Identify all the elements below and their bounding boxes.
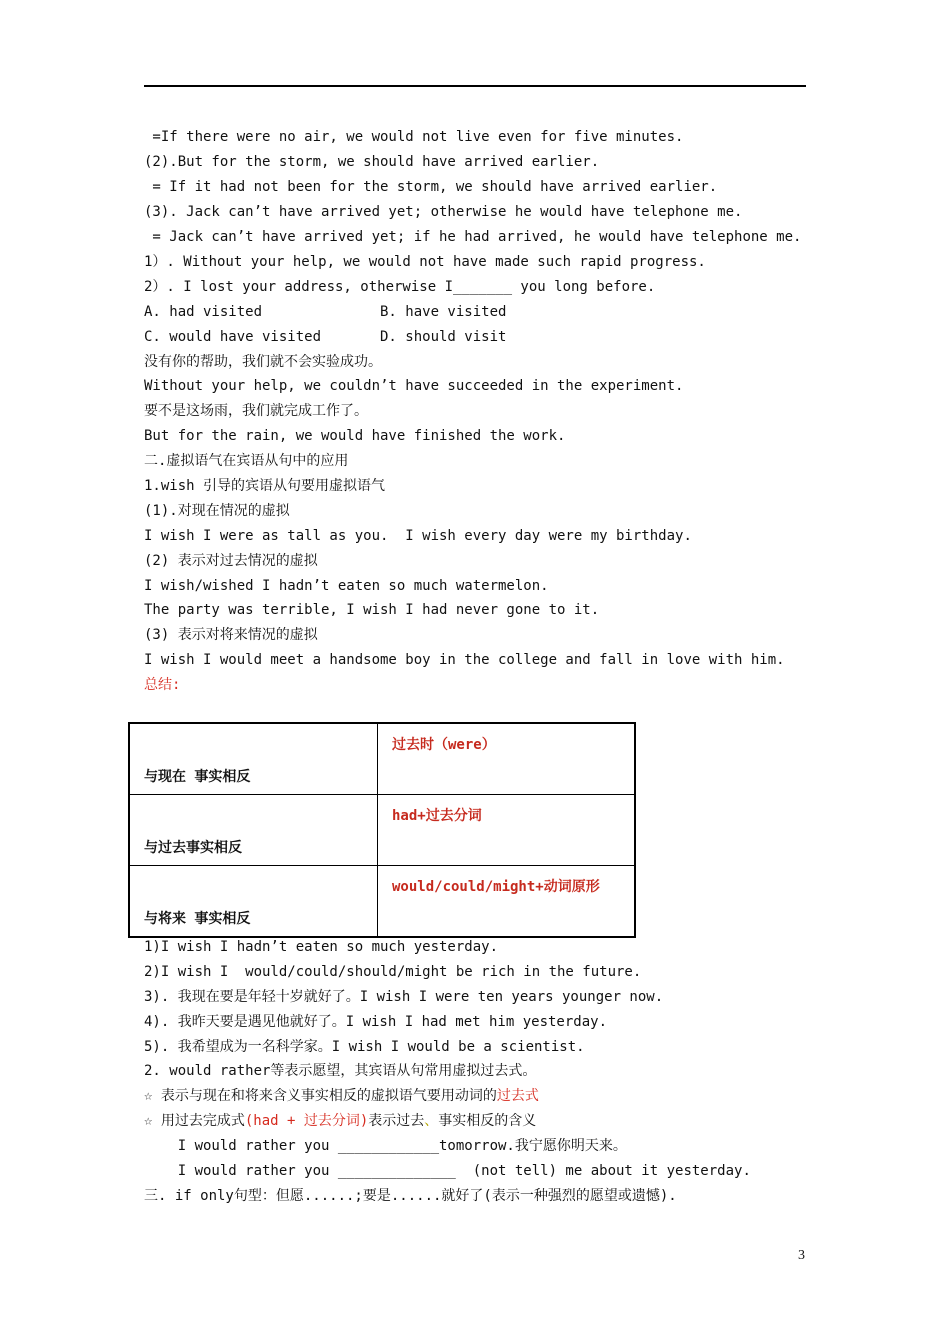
star-note-text: ☆ 用过去完成式 (144, 1113, 245, 1129)
summary-label: 总结: (144, 677, 181, 693)
text-line: I would rather you ______________ (not tell) me about it yesterday. (144, 1163, 751, 1179)
text-line: (3) 表示对将来情况的虚拟 (144, 627, 318, 643)
text-line: (2).But for the storm, we should have arrived earlier. (144, 154, 600, 170)
page-number: 3 (798, 1248, 805, 1263)
text-line: 1)I wish I hadn’t eaten so much yesterday. (144, 939, 499, 955)
text-line: (3). Jack can’t have arrived yet; otherwise he would have telephone me. (144, 204, 743, 220)
table-cell-case: 与过去事实相反 (129, 795, 378, 866)
text-line: The party was terrible, I wish I had never gone to it. (144, 602, 600, 618)
star-note-highlight: (had + 过去分词) (244, 1113, 369, 1129)
text-line: (2) 表示对过去情况的虚拟 (144, 553, 318, 569)
text-line: 4). 我昨天要是遇见他就好了。I wish I had met him yesterday. (144, 1014, 608, 1030)
option-line: A. had visited B. have visited (144, 304, 507, 320)
text-line: I wish I were as tall as you. I wish every day were my birthday. (144, 528, 692, 544)
text-line: 1）. Without your help, we would not have made such rapid progress. (144, 254, 706, 270)
table-row (129, 723, 635, 795)
text-line: But for the rain, we would have finished the work. (144, 428, 566, 444)
text-line: 1.wish 引导的宾语从句要用虚拟语气 (144, 478, 386, 494)
text-line: 2. would rather等表示愿望，其宾语从句常用虚拟过去式。 (144, 1063, 537, 1079)
star-note-highlight: 过去式 (496, 1088, 539, 1104)
text-line: 2）. I lost your address, otherwise I_______ you long before. (144, 279, 656, 295)
star-note (144, 1086, 539, 1106)
text-line: 3). 我现在要是年轻十岁就好了。I wish I were ten years younger now. (144, 989, 664, 1005)
table-cell-form: 过去时（were） (378, 723, 636, 795)
star-note-text: 表示过去 (368, 1113, 425, 1129)
section-heading: 二.虚拟语气在宾语从句中的应用 (144, 453, 349, 469)
text-line: I wish I would meet a handsome boy in the college and fall in love with him. (144, 652, 785, 668)
text-line: I would rather you ____________tomorrow.我宁愿你明天来。 (144, 1138, 627, 1154)
section-heading: 三. if only句型：但愿......;要是......就好了(表示一种强烈的愿望或遗憾). (144, 1188, 677, 1204)
star-note-mark: 、 (424, 1113, 439, 1129)
table-row (129, 866, 635, 938)
text-line: I wish/wished I hadn’t eaten so much watermelon. (144, 578, 549, 594)
text-line: (1).对现在情况的虚拟 (144, 503, 290, 519)
text-line: 2)I wish I would/could/should/might be rich in the future. (144, 964, 642, 980)
table-cell-case: 与现在 事实相反 (129, 723, 378, 795)
table-cell-form: would/could/might+动词原形 (378, 866, 636, 938)
table-row (129, 795, 635, 866)
text-line: Without your help, we couldn’t have succeeded in the experiment. (144, 378, 684, 394)
table-cell-form: had+过去分词 (378, 795, 636, 866)
star-note (144, 1111, 536, 1131)
table-cell-case: 与将来 事实相反 (129, 866, 378, 938)
text-line: = Jack can’t have arrived yet; if he had arrived, he would have telephone me. (144, 229, 802, 245)
star-note-text: ☆ 表示与现在和将来含义事实相反的虚拟语气要用动词的 (144, 1088, 497, 1104)
text-line: =If there were no air, we would not live even for five minutes. (144, 129, 684, 145)
star-note-text: 事实相反的含义 (438, 1113, 537, 1129)
header-rule (144, 85, 806, 87)
option-line: C. would have visited D. should visit (144, 329, 507, 345)
text-line: 要不是这场雨，我们就完成工作了。 (144, 403, 368, 419)
text-line: 5). 我希望成为一名科学家。I wish I would be a scientist. (144, 1039, 585, 1055)
text-line: 没有你的帮助，我们就不会实验成功。 (144, 354, 382, 370)
text-line: = If it had not been for the storm, we should have arrived earlier. (144, 179, 718, 195)
summary-table (128, 722, 636, 938)
